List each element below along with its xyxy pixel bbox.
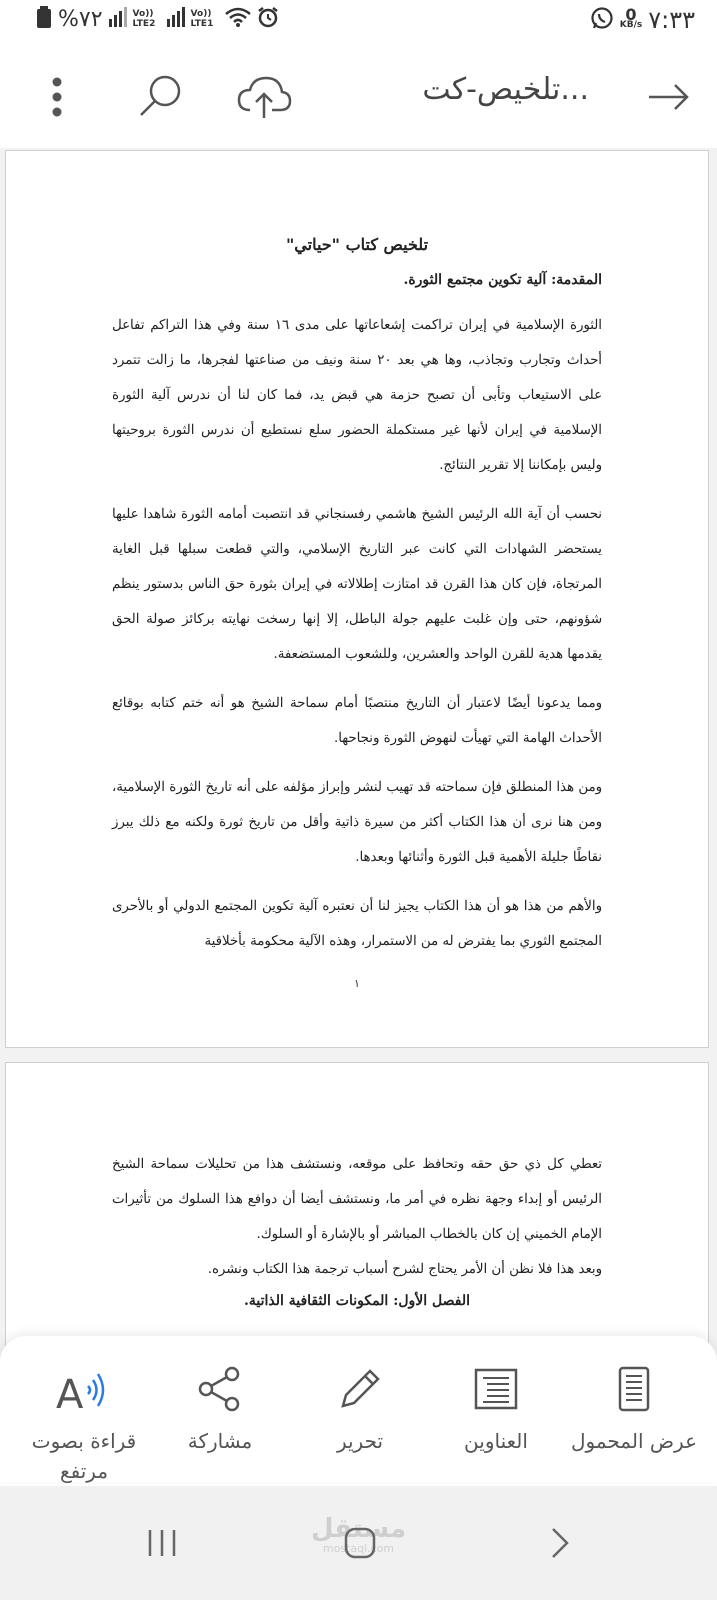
edit-label: تحرير <box>336 1429 384 1453</box>
home-button[interactable] <box>330 1518 390 1568</box>
cloud-upload-button[interactable] <box>234 70 294 124</box>
watermark-sub: mostaql.com <box>322 1542 395 1555</box>
document-page-2 <box>5 1062 709 1360</box>
read-aloud-button[interactable] <box>14 1362 154 1486</box>
arrow-right-icon <box>647 82 691 112</box>
mobile-view-icon <box>618 1366 650 1412</box>
page-number: ١ <box>354 977 360 990</box>
recent-apps-button[interactable] <box>132 1518 192 1568</box>
search-icon <box>137 73 185 121</box>
sim2-label: Vo)) LTE2 <box>132 9 156 29</box>
document-title[interactable]: تلخيص-كت... <box>422 72 589 107</box>
paragraph: وبعد هذا فلا نظن أن الأمر يحتاج لشرح أسباب ترجمة هذا الكتاب ونشره. <box>207 1262 602 1277</box>
mobile-view-label: عرض المحمول <box>570 1429 698 1453</box>
system-nav-bar <box>0 1486 717 1600</box>
battery-icon <box>36 6 52 32</box>
more-options-button[interactable] <box>30 70 84 124</box>
more-vert-icon <box>51 77 63 117</box>
back-button[interactable] <box>641 70 697 124</box>
alarm-icon <box>257 6 279 32</box>
system-back-button[interactable] <box>530 1518 590 1568</box>
search-button[interactable] <box>134 70 188 124</box>
recent-apps-icon <box>146 1528 178 1558</box>
intro-heading: المقدمة: آلية تكوين مجتمع الثورة. <box>403 272 602 288</box>
paragraph: والأهم من هذا هو أن هذا الكتاب يجيز لنا أن نعتبره آلية تكوين المجتمع الدولي أو بالأحرى المجتمع الثوري بما يفترض له من الاستمرار، وهذه الآلية محكومة بأخلاقية <box>112 899 602 949</box>
clock: ٧:٣٣ <box>648 6 695 34</box>
paragraph: ومن هذا المنطلق فإن سماحته قد تهيب لنشر وإبراز مؤلفه على أنه تاريخ الثورة الإسلامية، ومن هنا نرى أن هذا الكتاب أكثر من سيرة ذاتية وأقل من تاريخ ثورة ولكنه مع ذلك يبرز نقاطًا جليلة الأهمية قبل الثورة وأثنائها وبعدها. <box>112 780 602 865</box>
battery-percent: %٧٢ <box>58 6 103 32</box>
document-page-1 <box>5 150 709 1048</box>
paragraph: نحسب أن آية الله الرئيس الشيخ هاشمي رفسنجاني قد انتصبت أمامه الثورة شاهدا عليها يستحضر الشهادات التي كانت عبر التاريخ الإسلامي، والتي قطعت سبلها قبل الغاية المرتجاة، فإن كان هذا القرن قد امتازت إطلالاته في إيران بثورة حق الناس بدستور ينظم شؤونهم، حتى وإن غلبت عليهم جولة الباطل، إلا إنها رسخت نهايته بركائز صولة الحق يقدمها هدية للقرن الواحد والعشرين، وللشعوب المستضعفة. <box>112 507 602 662</box>
document-heading-title: تلخيص كتاب "حياتي" <box>285 235 429 254</box>
headings-label: العناوين <box>464 1429 528 1453</box>
edit-button[interactable] <box>290 1362 430 1456</box>
document-viewport[interactable] <box>0 148 717 1360</box>
headings-button[interactable] <box>426 1362 566 1456</box>
read-aloud-label: قراءة بصوت مرتفع <box>31 1429 137 1483</box>
chevron-right-icon <box>550 1527 570 1559</box>
cloud-upload-icon <box>236 74 292 120</box>
status-bar <box>0 0 717 44</box>
whatsapp-icon <box>590 6 614 34</box>
home-icon <box>343 1526 377 1560</box>
mobile-view-button[interactable] <box>564 1362 704 1456</box>
pencil-icon <box>337 1366 383 1412</box>
network-speed-value: 0 <box>625 5 637 24</box>
paragraph: تعطي كل ذي حق حقه وتحافظ على موقعه، ونستشف هذا من تحليلات سماحة الشيخ الرئيس أو إبداء وجهة نظره في أمر ما، ونستشف أيضا أن دوافع هذا السلوك من تأثيرات الإمام الخميني إن كان بالخطاب المباشر أو بالإشارة أو السلوك. <box>112 1157 602 1242</box>
paragraph: ومما يدعونا أيضًا لاعتبار أن التاريخ منتصبًا أمام سماحة الشيخ هو أنه ختم كتابه بوقائع الأحداث الهامة التي تهيأت لنهوض الثورة ونجاحها. <box>112 696 602 746</box>
sim1-label: Vo)) LTE1 <box>190 9 214 29</box>
page-1-content <box>112 235 602 959</box>
signal-icon <box>109 7 127 31</box>
network-speed <box>619 5 643 30</box>
bottom-toolbar <box>0 1336 717 1482</box>
share-button[interactable] <box>150 1362 290 1456</box>
share-icon <box>198 1366 242 1412</box>
app-bar <box>0 48 717 146</box>
svg-text:A: A <box>56 1372 84 1414</box>
network-speed-unit: KB/s <box>619 20 643 30</box>
status-right <box>590 6 695 34</box>
headings-icon <box>474 1368 518 1410</box>
read-aloud-icon <box>54 1364 114 1414</box>
paragraph: الثورة الإسلامية في إيران تراكمت إشعاعاتها على مدى ١٦ سنة وفي هذا التراكم تفاعل أحداث وتجارب وتجاذب، وها هي بعد ٢٠ سنة ونيف من صناعتها لفجرها، ما زالت تتمرد على الاستيعاب وتأبى أن تصبح حزمة هي قبض يد، فما كان لنا أن ندرس آلية الثورة الإسلامية في إيران لأنها غير مستكملة الحضور سلع نستطيع أن ندرس الثورة بروحيتها وليس بإمكاننا إلا تقرير النتائج. <box>112 318 602 473</box>
chapter-title: الفصل الأول: المكونات الثقافية الذاتية. <box>243 1293 471 1309</box>
signal-icon <box>167 7 185 31</box>
wifi-icon <box>225 7 251 31</box>
page-2-content <box>112 1147 602 1309</box>
share-label: مشاركة <box>187 1429 253 1453</box>
status-left <box>36 6 279 32</box>
watermark-main: مستقل <box>310 1514 407 1544</box>
